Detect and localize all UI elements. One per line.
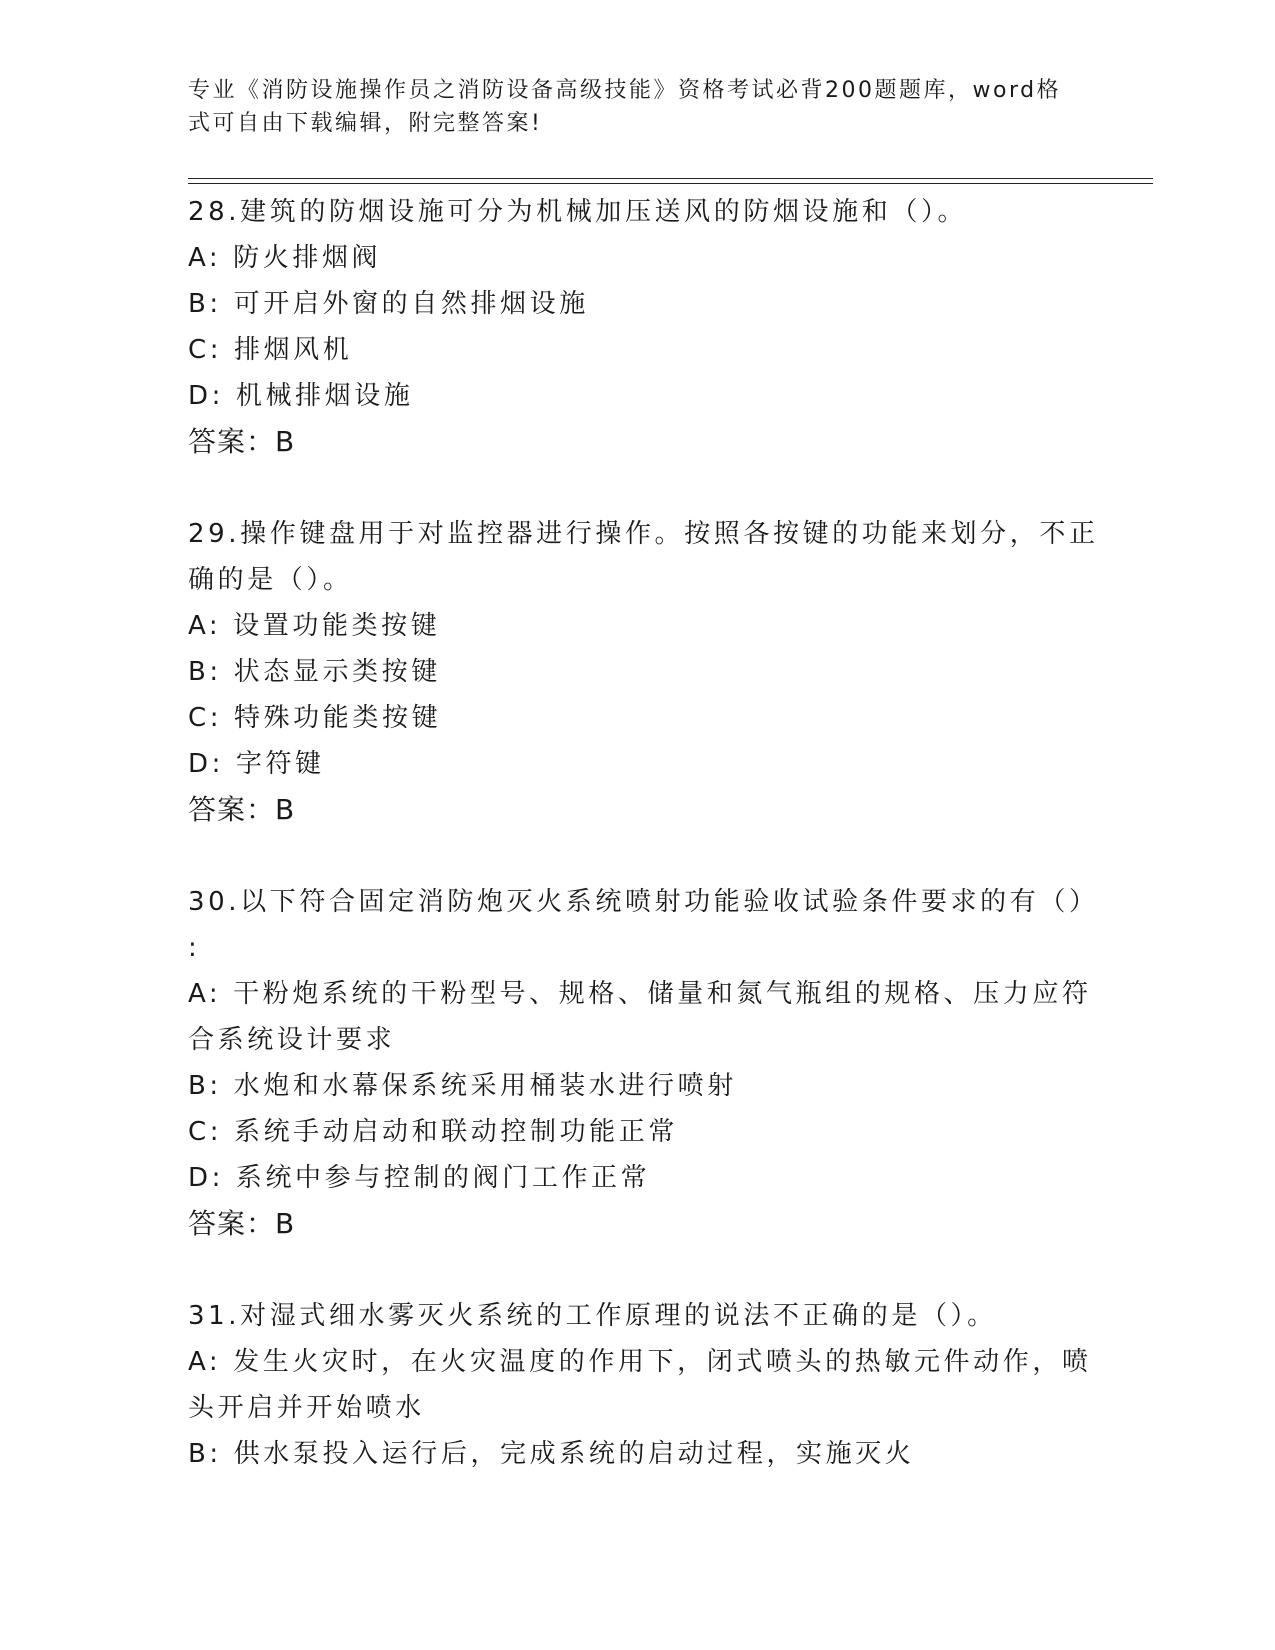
option-a: A: 发生火灾时，在火灾温度的作用下，闭式喷头的热敏元件动作，喷 — [188, 1347, 1092, 1377]
header-rule-bottom — [188, 183, 1153, 184]
question-stem-cont: 确的是（）。 — [188, 565, 353, 595]
question-stem: 28.建筑的防烟设施可分为机械加压送风的防烟设施和（）。 — [188, 197, 968, 227]
option-b: B: 水炮和水幕保系统采用桶装水进行喷射 — [188, 1071, 737, 1101]
option-a-cont: 合系统设计要求 — [188, 1025, 396, 1055]
question-29 — [188, 511, 1099, 833]
option-a: A: 设置功能类按键 — [188, 611, 441, 641]
question-spacer — [188, 833, 1088, 879]
header-line-2: 式可自由下载编辑，附完整答案! — [188, 111, 543, 136]
question-stem-cont: : — [188, 933, 201, 963]
option-a: A: 干粉炮系统的干粉型号、规格、储量和氮气瓶组的规格、压力应符 — [188, 979, 1092, 1009]
option-b: B: 状态显示类按键 — [188, 657, 441, 687]
question-30 — [188, 879, 1099, 1247]
question-31 — [188, 1293, 1092, 1477]
option-c: C: 排烟风机 — [188, 335, 353, 365]
header-rule-top — [188, 178, 1153, 179]
option-a-cont: 头开启并开始喷水 — [188, 1393, 425, 1423]
question-stem: 31.对湿式细水雾灭火系统的工作原理的说法不正确的是（）。 — [188, 1301, 997, 1331]
question-spacer — [188, 465, 1088, 511]
question-stem: 30.以下符合固定消防炮灭火系统喷射功能验收试验条件要求的有（） — [188, 887, 1099, 917]
option-c: C: 系统手动启动和联动控制功能正常 — [188, 1117, 678, 1147]
question-stem: 29.操作键盘用于对监控器进行操作。按照各按键的功能来划分，不正 — [188, 519, 1099, 549]
option-c: C: 特殊功能类按键 — [188, 703, 442, 733]
header-line-1: 专业《消防设施操作员之消防设备高级技能》资格考试必背200题题库，word格 — [188, 78, 1062, 103]
question-spacer — [188, 1247, 1088, 1293]
option-d: D: 字符键 — [188, 749, 325, 779]
option-d: D: 机械排烟设施 — [188, 381, 414, 411]
answer: 答案：B — [188, 1207, 296, 1240]
option-a: A: 防火排烟阀 — [188, 243, 382, 273]
question-list — [188, 189, 1099, 1477]
answer: 答案：B — [188, 793, 296, 826]
option-b: B: 供水泵投入运行后，完成系统的启动过程，实施灭火 — [188, 1439, 915, 1469]
question-28 — [188, 189, 1088, 465]
document-header — [188, 74, 1088, 140]
option-b: B: 可开启外窗的自然排烟设施 — [188, 289, 589, 319]
option-d: D: 系统中参与控制的阀门工作正常 — [188, 1163, 651, 1193]
answer: 答案：B — [188, 425, 296, 458]
